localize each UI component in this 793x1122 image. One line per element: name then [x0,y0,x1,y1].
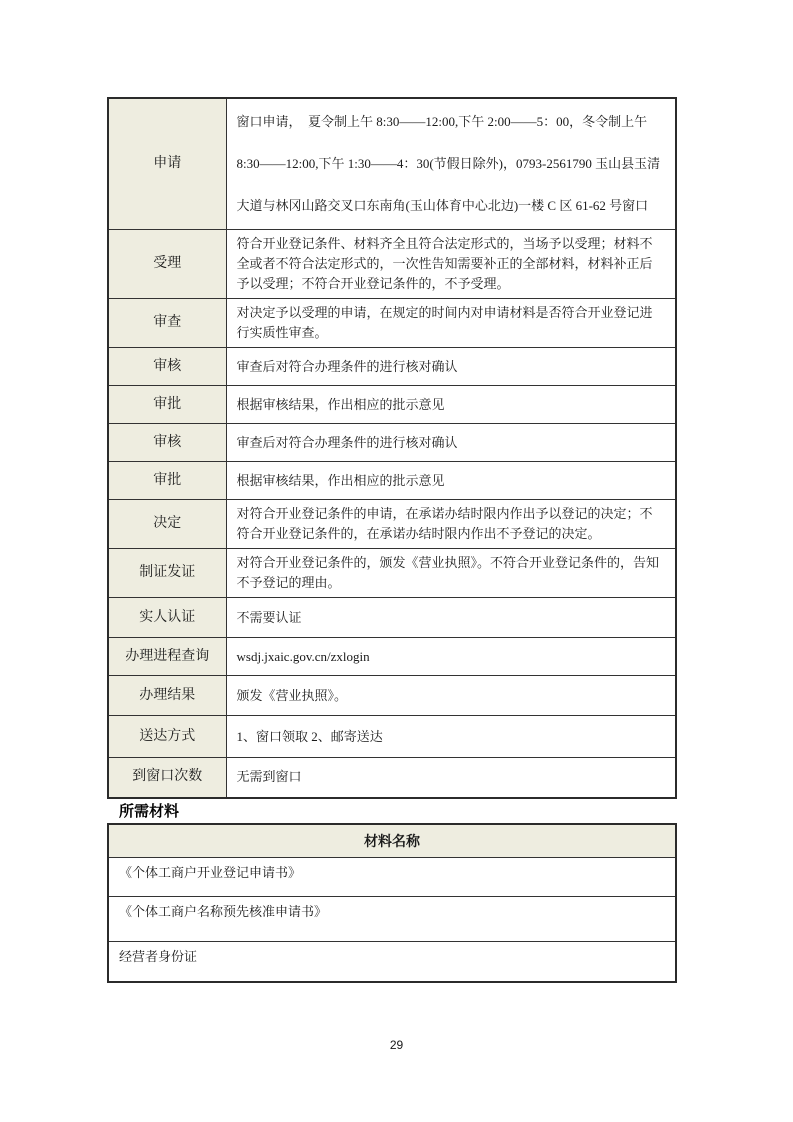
materials-column-header: 材料名称 [108,824,676,857]
row-label: 到窗口次数 [108,758,226,798]
row-content: wsdj.jxaic.gov.cn/zxlogin [226,638,676,676]
row-label: 审核 [108,424,226,462]
row-content: 符合开业登记条件、材料齐全且符合法定形式的，当场予以受理；材料不全或者不符合法定形式的，一次性告知需要补正的全部材料，材料补正后予以受理；不符合开业登记条件的，不予受理。 [226,230,676,299]
table-row-delivery-method [108,716,676,758]
row-label: 审查 [108,299,226,348]
table-row-approve-1 [108,386,676,424]
table-row-identity-auth [108,598,676,638]
row-label: 审批 [108,386,226,424]
row-content: 根据审核结果，作出相应的批示意见 [226,386,676,424]
row-content: 审查后对符合办理条件的进行核对确认 [226,348,676,386]
row-content: 审查后对符合办理条件的进行核对确认 [226,424,676,462]
row-label: 实人认证 [108,598,226,638]
table-row-verify-2 [108,424,676,462]
table-row-apply [108,98,676,230]
materials-header-row [108,824,676,857]
materials-section-heading: 所需材料 [119,804,180,820]
materials-row [108,857,676,896]
table-row-decision [108,500,676,549]
table-row-verify-1 [108,348,676,386]
row-label: 制证发证 [108,549,226,598]
row-label: 送达方式 [108,716,226,758]
row-content: 对符合开业登记条件的，颁发《营业执照》。不符合开业登记条件的，告知不予登记的理由。 [226,549,676,598]
row-label: 审批 [108,462,226,500]
row-content: 无需到窗口 [226,758,676,798]
materials-table [107,823,677,983]
row-content: 1、窗口领取 2、邮寄送达 [226,716,676,758]
row-label: 受理 [108,230,226,299]
row-label: 申请 [108,98,226,230]
row-label: 审核 [108,348,226,386]
table-row-approve-2 [108,462,676,500]
table-row-issue-license [108,549,676,598]
table-row-accept [108,230,676,299]
row-label: 决定 [108,500,226,549]
row-content: 窗口申请， 夏令制上午 8:30——12:00,下午 2:00——5：00，冬令制上午 8:30——12:00,下午 1:30——4：30(节假日除外)，0793-2561790 玉山县玉清大道与林冈山路交叉口东南角(玉山体育中心北边)一楼 C 区 61-62 号窗口 [226,98,676,230]
row-content: 颁发《营业执照》。 [226,676,676,716]
row-label: 办理进程查询 [108,638,226,676]
row-content: 对符合开业登记条件的申请，在承诺办结时限内作出予以登记的决定；不符合开业登记条件的，在承诺办结时限内作出不予登记的决定。 [226,500,676,549]
material-item: 《个体工商户开业登记申请书》 [108,857,676,896]
process-table [107,97,677,799]
table-row-window-visits [108,758,676,798]
materials-row [108,941,676,982]
table-row-progress-query [108,638,676,676]
table-row-result [108,676,676,716]
row-content: 不需要认证 [226,598,676,638]
row-content: 对决定予以受理的申请，在规定的时间内对申请材料是否符合开业登记进行实质性审查。 [226,299,676,348]
material-item: 经营者身份证 [108,941,676,982]
row-label: 办理结果 [108,676,226,716]
material-item: 《个体工商户名称预先核准申请书》 [108,896,676,941]
page-number: 29 [389,1038,404,1052]
row-content: 根据审核结果，作出相应的批示意见 [226,462,676,500]
table-row-examine [108,299,676,348]
materials-row [108,896,676,941]
